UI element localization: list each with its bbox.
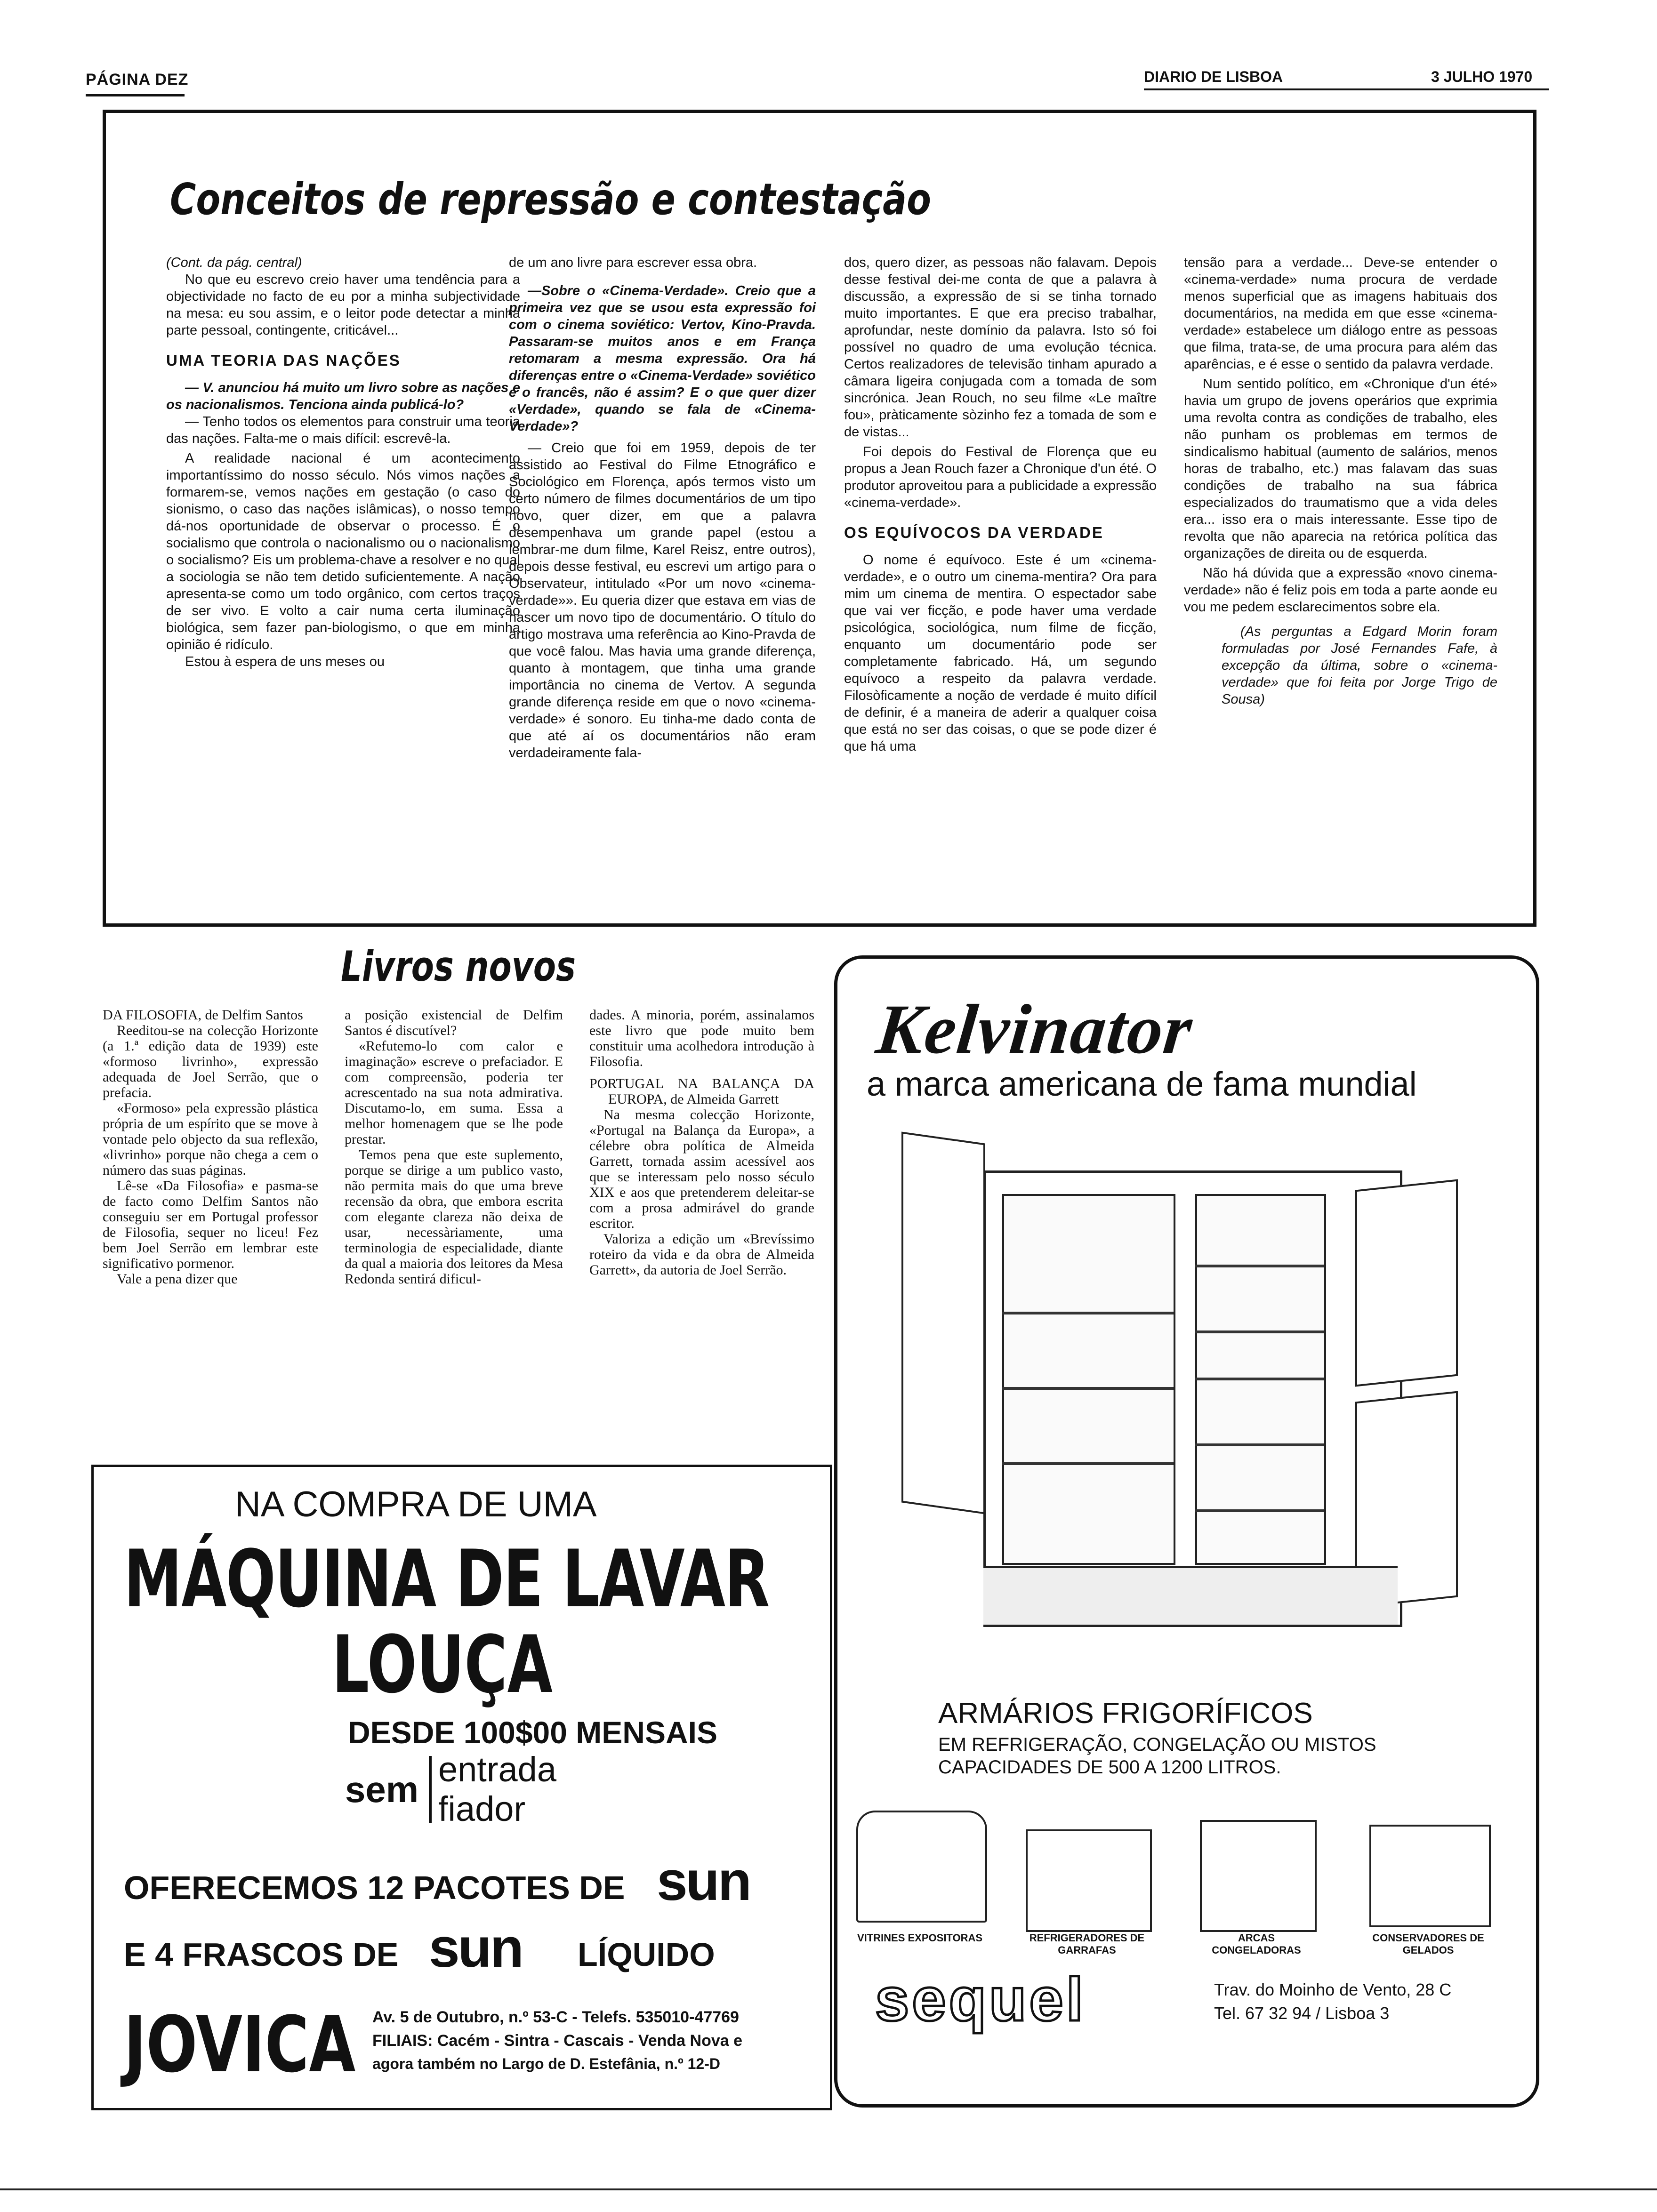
display-case-illustration — [856, 1811, 987, 1923]
cabinet-subline-2: CAPACIDADES DE 500 A 1200 LITROS. — [938, 1757, 1281, 1778]
kelvinator-logo: Kelvinator — [873, 990, 1197, 1068]
article-column-1 — [166, 254, 520, 670]
article-column-3 — [844, 254, 1157, 755]
right-door-upper — [1355, 1179, 1458, 1387]
jovica-branch-new: agora também no Largo de D. Estefânia, n.º 12-D — [372, 2055, 720, 2072]
header-rule-right — [1144, 88, 1549, 90]
sequel-logo: sequel — [875, 1965, 1086, 2034]
shelf — [1195, 1265, 1324, 1267]
ad-line-1: NA COMPRA DE UMA — [235, 1484, 597, 1524]
ice-cream-freezer-illustration — [1369, 1825, 1491, 1927]
paragraph: Estou à espera de uns meses ou — [185, 654, 385, 669]
section-heading: OS EQUÍVOCOS DA VERDADE — [844, 524, 1104, 541]
ad-fiador: fiador — [438, 1789, 526, 1828]
paragraph: Foi depois do Festival de Florença que eu propus a Jean Rouch fazer a Chronique d'un été. O produtor aproveitou para a publicidade a expressão «cinema-verdade». — [844, 444, 1157, 510]
article-title: Conceitos de repressão e contestação — [170, 174, 931, 224]
paragraph: O nome é equívoco. Este é um «cinema-verdade», e o outro um cinema-mentira? Ora para mim um cinema de mentira. O espectador sabe que vai ver ficção, e pode haver uma verdade psicológica, sociológica, num filme de ficção, enquanto um documentário pode ser completamente fabricado. Há, um segundo equívoco a respeito da palavra verdade. Filosòficamente a noção de verdade é muito difícil de definir, é a maneira de aderir a qualquer coisa que está no ser das coisas, o que se pode dizer é que há uma — [844, 553, 1157, 754]
jovica-branches: FILIAIS: Cacém - Sintra - Cascais - Venda Nova e — [372, 2032, 743, 2050]
jovica-advertisement — [91, 1465, 832, 2110]
jovica-logo: JOVICA — [124, 2000, 356, 2090]
cabinet-subline-1: EM REFRIGERAÇÃO, CONGELAÇÃO OU MISTOS — [938, 1734, 1376, 1755]
paragraph: Temos pena que este suplemento, porque se dirige a um publico vasto, não permita mais do que uma breve recensão da obra, que embora escrita com elegante clareza não deixa de usar, necessàriamente, uma terminologia de especialidade, diante da qual a maioria dos leitores da Mesa Redonda sentirá dificul- — [345, 1147, 563, 1287]
paragraph: a posição existencial de Delfim Santos é discutível? — [345, 1007, 563, 1038]
refrigerator-cabinet-illustration — [885, 1114, 1496, 1660]
paragraph: No que eu escrevo creio haver uma tendência para a objectividade no facto de eu por a minha subjectividade na mesa: eu sou assim, e o leitor pode detectar a minha parte pessoal, contingente, criticável... — [166, 272, 520, 338]
page-bottom-rule — [0, 2188, 1657, 2190]
article-column-4 — [1184, 254, 1497, 708]
paragraph: Valoriza a edição um «Brevíssimo roteiro da vida e da obra de Almeida Garrett», da autoria de Joel Serrão. — [589, 1231, 814, 1278]
paragraph: Vale a pena dizer que — [117, 1271, 238, 1287]
kelvinator-advertisement — [834, 955, 1539, 2108]
paragraph: — Tenho todos os elementos para construir uma teoria das nações. Falta-me o mais difícil: escrevê-la. — [166, 414, 520, 446]
shelf — [1002, 1462, 1174, 1465]
paragraph: Lê-se «Da Filosofia» e pasma-se de facto como Delfim Santos não conseguiu ser em Portugal professor de Filosofia, sequer no liceu! Fez bem Joel Serrão em lembrar este significativo pormenor. — [103, 1178, 318, 1271]
product-label: ARCAS CONGELADORAS — [1212, 1932, 1301, 1956]
shelf — [1195, 1330, 1324, 1333]
dealer-address: Trav. do Moinho de Vento, 28 C — [1214, 1980, 1452, 1999]
page-number: PÁGINA DEZ — [86, 71, 189, 88]
paragraph: tensão para a verdade... Deve-se entender o «cinema-verdade» numa procura de verdade menos superficial que as imagens habituais dos documentários, na medida em que esse «cinema-verdade» estabelece um diálogo entre as pessoas que filma, trata-se, de uma procura para além das aparências, e é esse o sentido da palavra verdade. — [1184, 255, 1497, 372]
interview-question: — V. anunciou há muito um livro sobre as nações e os nacionalismos. Tenciona ainda publicá-lo? — [166, 380, 520, 412]
paragraph: dades. A minoria, porém, assinalamos este livro que pode muito bem constituir uma acolhedora introdução à Filosofia. — [589, 1007, 814, 1069]
books-column-2 — [345, 1007, 563, 1287]
product-label: CONSERVADORES DE GELADOS — [1372, 1932, 1484, 1956]
book-title: DA FILOSOFIA, de Delfim Santos — [103, 1007, 303, 1023]
paragraph: de um ano livre para escrever essa obra. — [509, 255, 757, 270]
books-section-title: Livros novos — [341, 942, 576, 991]
product-label: REFRIGERADORES DE GARRAFAS — [1029, 1932, 1145, 1956]
issue-date: 3 JULHO 1970 — [1431, 68, 1533, 85]
bottle-cooler-illustration — [1026, 1829, 1152, 1932]
section-heading: UMA TEORIA DAS NAÇÕES — [166, 352, 401, 369]
shelf — [1195, 1509, 1324, 1512]
dealer-phone: Tel. 67 32 94 / Lisboa 3 — [1214, 2004, 1390, 2023]
books-column-3 — [589, 1007, 814, 1278]
book-title: PORTUGAL NA BALANÇA DA EUROPA, de Almeida Garrett — [589, 1076, 814, 1107]
interview-credit: (As perguntas a Edgard Morin foram formuladas por José Fernandes Fafe, à excepção da última, sobre o «cinema-verdade» que foi feita por Jorge Trigo de Sousa) — [1222, 624, 1497, 707]
shelf — [1195, 1443, 1324, 1446]
ad-entrada: entrada — [438, 1750, 556, 1789]
shelf — [1195, 1378, 1324, 1380]
ad-headline-2: LOUÇA — [332, 1619, 553, 1711]
shelf — [1002, 1387, 1174, 1390]
cabinet-interior-left — [1002, 1194, 1175, 1565]
left-door — [901, 1131, 985, 1514]
chest-freezer-illustration — [1200, 1820, 1317, 1932]
paragraph: «Formoso» pela expressão plástica própria de um espírito que se move à vontade pelo objecto da sua reflexão, «livrinho» porque não chega a cem o número das suas páginas. — [103, 1100, 318, 1178]
continuation-note: (Cont. da pág. central) — [166, 255, 302, 270]
ad-sem: sem — [345, 1769, 419, 1810]
ad-divider — [429, 1756, 432, 1823]
jovica-address: Av. 5 de Outubro, n.º 53-C - Telefs. 535010-47769 — [372, 2008, 739, 2026]
kelvinator-slogan: a marca americana de fama mundial — [867, 1066, 1417, 1103]
sun-logo: sun — [657, 1850, 750, 1912]
article-column-2 — [509, 254, 816, 761]
interview-question: —Sobre o «Cinema-Verdade». Creio que a primeira vez que se usou esta expressão foi com o cinema soviético: Vertov, Kino-Pravda. Passaram-se muitos anos e em França retomaram a mesma expressão. Ora há diferenças entre o «Cinema-Verdade» soviético e o francês, não é assim? E o que quer dizer «Verdade», quando se fala de «Cinema-Verdade»? — [509, 283, 816, 434]
newspaper-name: DIARIO DE LISBOA — [1144, 68, 1283, 85]
cabinet-base — [983, 1566, 1398, 1625]
paragraph: «Refutemo-lo com calor e imaginação» escreve o prefaciador. E com compreensão, poderia ter acrescentado na sua nota admirativa. Discutamo-lo, em suma. Essa a melhor homenagem que se lhe pode prestar. — [345, 1038, 563, 1147]
paragraph: Num sentido político, em «Chronique d'un été» havia um grupo de jovens operários que exprimia uma revolta contra as condições de trabalho, eles não punham os problemas em termos de sindicalismo habitual (aumento de salários, menos horas de trabalho, etc.) mas falavam das suas condições de trabalho na sua fábrica especializados do traumatismo que a vida deles era... isso era o mais interessante. Esse tipo de revolta que não aparecia na retórica política das organizações de direita ou de esquerda. — [1184, 377, 1497, 561]
cabinet-headline: ARMÁRIOS FRIGORÍFICOS — [938, 1697, 1313, 1730]
article-box — [103, 110, 1536, 927]
product-label: VITRINES EXPOSITORAS — [857, 1932, 983, 1944]
paragraph: A realidade nacional é um acontecimento importantíssimo do nosso século. Nós vimos nações a formarem-se, vemos nações em gestação (o caso do sionismo, o caso das nações islâmicas), o nosso tempo dá-nos oportunidade de observar o processo. É o socialismo que controla o nacionalismo ou o nacionalismo o socialismo? Eis um problema-chave a resolver e no qual a sociologia se não tem detido suficientemente. A nação apresenta-se como um todo orgânico, com certos traços de ser vivo. E volto a cair numa certa iluminação biológica, sem fazer pan-biologismo, o que em minha opinião é ridículo. — [166, 451, 520, 652]
paragraph: — Creio que foi em 1959, depois de ter assistido ao Festival do Filme Etnográfico e Sociológico em Florença, após termos visto um certo número de filmes documentários de um tipo novo, quer dizer, em que a palavra desempenhava um grande papel (estou a lembrar-me dum filme, Karel Reisz, entre outros), depois desse festival, eu escrevi um artigo para o Observateur, intitulado «Por um novo «cinema-verdade»». Eu queria dizer que estava em vias de nascer um novo tipo de documentário. O título do artigo mostrava uma referência ao Kino-Pravda de que você falou. Mas havia uma grande diferença, quanto à montagem, que tinha uma grande importância no cinema de Vertov. A segunda grande diferença reside em que o novo «cinema-verdade» é sonoro. Eu tinha-me dado conta de que até aí os documentários não eram verdadeiramente fala- — [509, 441, 816, 761]
ad-liquido: LÍQUIDO — [578, 1936, 715, 1973]
paragraph: Na mesma colecção Horizonte, «Portugal na Balança da Europa», a célebre obra política de Almeida Garrett, tornada assim acessível aos que se interessam pelo nosso século XIX e aos que pretenderem deleitar-se com a prosa admirável do grande escritor. — [589, 1107, 814, 1231]
ad-price: DESDE 100$00 MENSAIS — [348, 1715, 718, 1750]
paragraph: Reeditou-se na colecção Horizonte (a 1.ª edição data de 1939) este «formoso livrinho», expressão adequada de Joel Serrão, que o prefacia. — [103, 1023, 318, 1100]
paragraph: Não há dúvida que a expressão «novo cinema-verdade» não é feliz pois em toda a parte aonde eu vou me pedem esclarecimentos sobre ela. — [1184, 566, 1497, 615]
books-column-1 — [103, 1007, 318, 1287]
ad-offer-line-2: E 4 FRASCOS DE — [124, 1936, 399, 1973]
ad-headline: MÁQUINA DE LAVAR — [124, 1533, 769, 1625]
header-rule-left — [86, 94, 185, 96]
ad-offer-line-1: OFERECEMOS 12 PACOTES DE — [124, 1869, 625, 1906]
paragraph: dos, quero dizer, as pessoas não falavam. Depois desse festival dei-me conta de que a palavra à discussão, a expressão de si se tinha tornado muito importantes. E que era preciso trabalhar, aprofundar, neste domínio da palavra. Isto só foi possível no quadro de uma evolução técnica. Certos realizadores de televisão tinham apurado a câmara ligeira conjugada com a tomada de som sincrónica. Jean Rouch, no seu filme «Le maître fou», pràticamente sòzinho fez a tomada de som e de vistas... — [844, 255, 1157, 440]
sun-logo: sun — [429, 1917, 522, 1979]
shelf — [1002, 1312, 1174, 1314]
